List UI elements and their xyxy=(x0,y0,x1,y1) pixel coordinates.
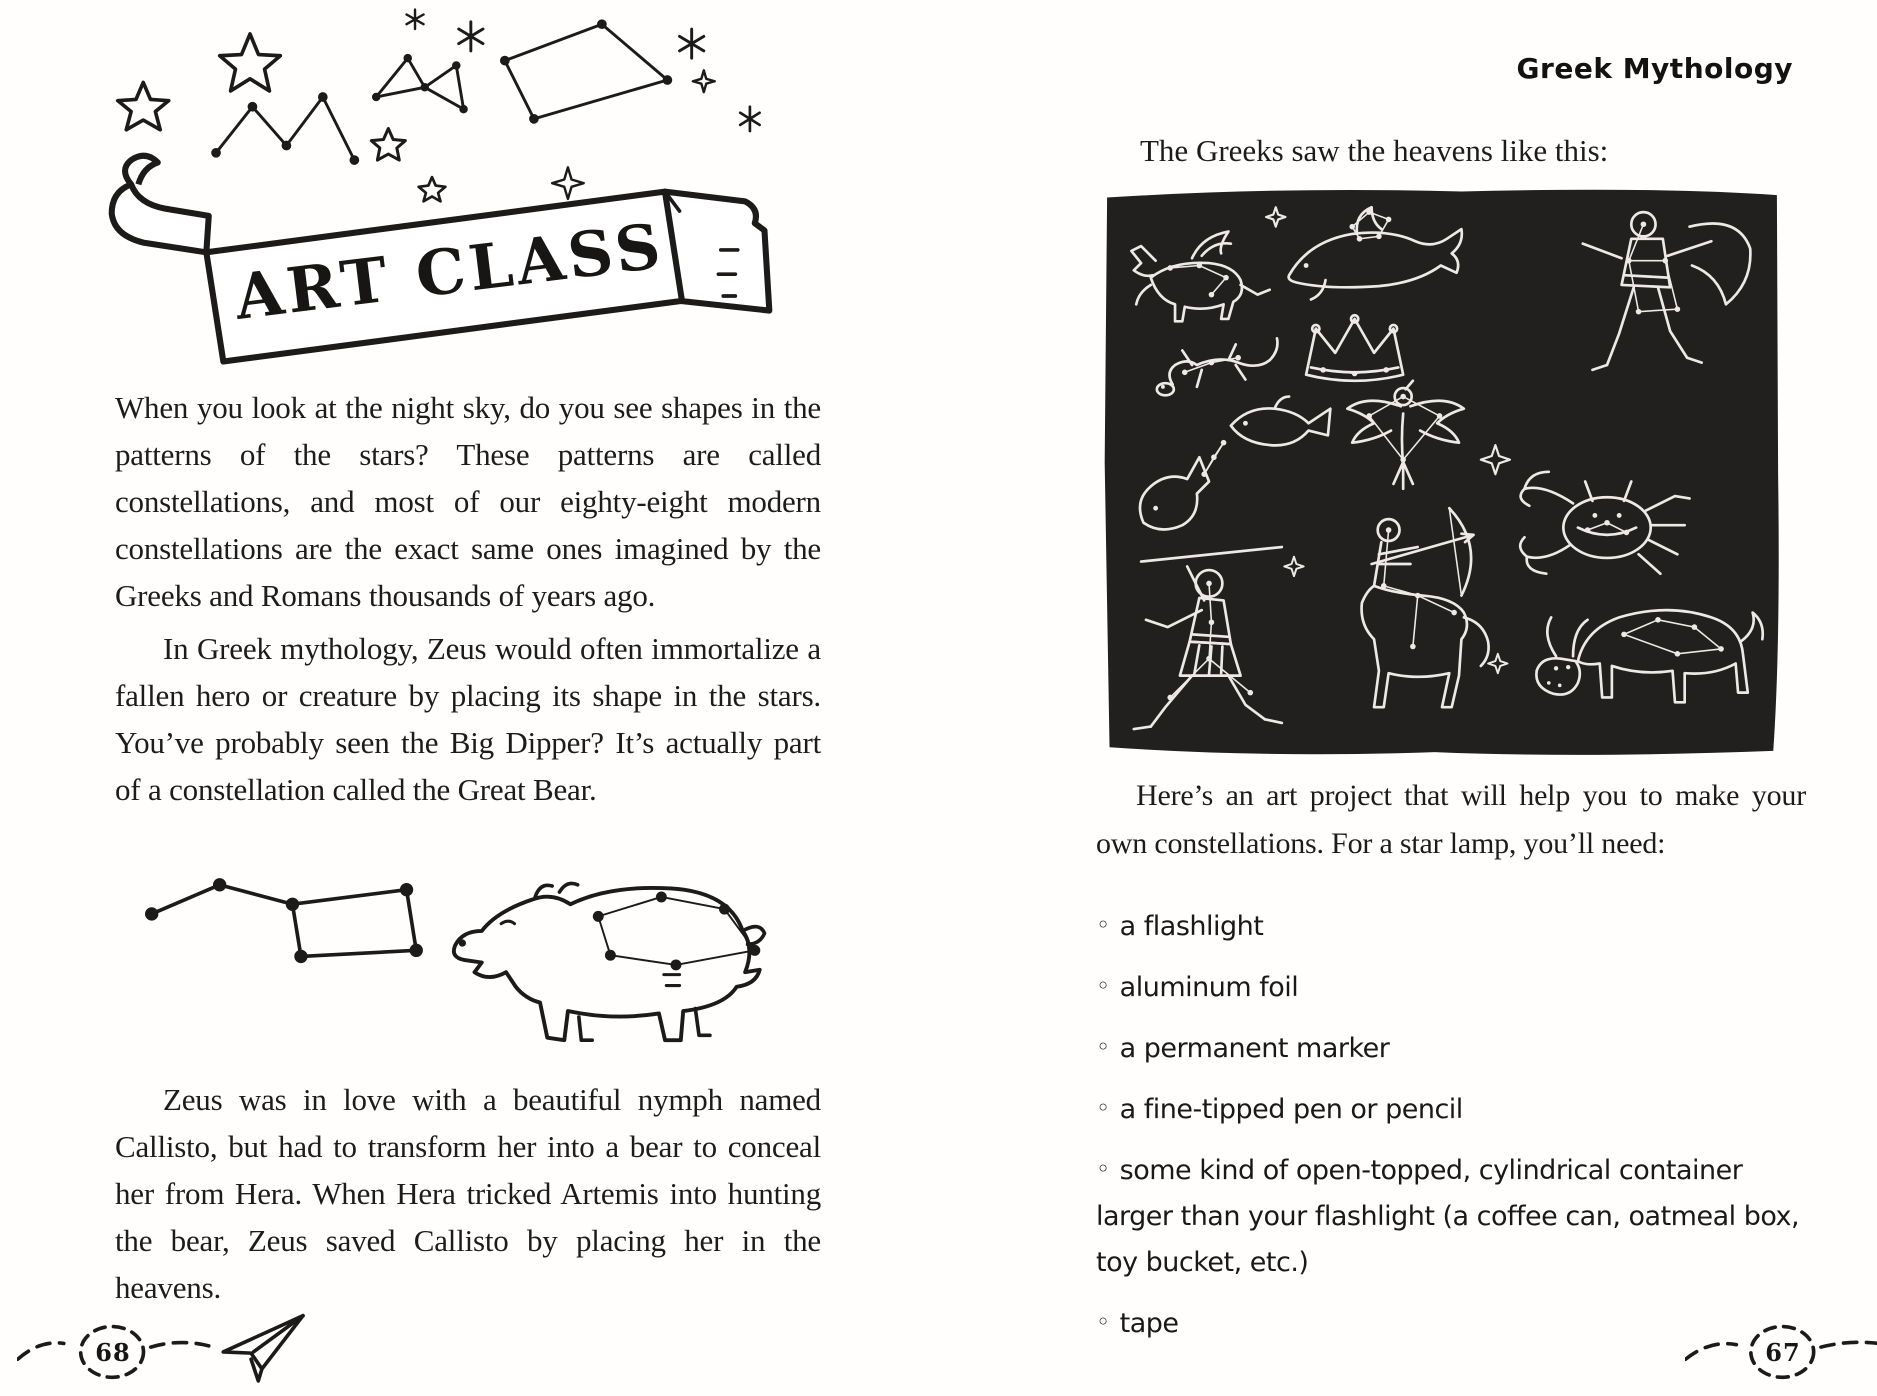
dashed-trail xyxy=(18,1343,64,1359)
asterisk-star-icon xyxy=(740,107,759,131)
sparkle-star-icon xyxy=(693,70,715,92)
intro-sentence: The Greeks saw the heavens like this: xyxy=(1140,133,1609,168)
star-outline-icon xyxy=(118,82,169,129)
page-title: ART CLASS xyxy=(230,208,669,335)
art-class-banner xyxy=(85,7,813,386)
paragraph: Zeus was in love with a beautiful nymph named Callisto, but had to transform her into a bear to conceal her from Hera. When Hera tricked Artemis into hunting the bear, Zeus saved Callisto by placing her in the heavens. xyxy=(115,1082,821,1305)
list-item xyxy=(1096,1026,1808,1072)
bullet-icon: ◦ xyxy=(1096,972,1110,1000)
dashed-trail xyxy=(1686,1344,1737,1359)
big-dipper-bear-illustration xyxy=(115,829,821,1062)
bullet-icon: ◦ xyxy=(1096,1155,1110,1183)
constellation-dots xyxy=(211,19,672,165)
asterisk-star-icon xyxy=(680,29,704,58)
list-item xyxy=(1096,1087,1808,1133)
star-outline-icon xyxy=(419,177,446,201)
supplies-list xyxy=(1096,904,1808,1362)
big-dipper-dots xyxy=(145,878,423,963)
list-item xyxy=(1096,904,1808,950)
constellation-sky-panel xyxy=(1097,183,1787,763)
dashed-trail xyxy=(1821,1342,1877,1351)
paragraph: When you look at the night sky, do you see shapes in the patterns of the stars? These patterns are called constellations, and most of our eighty-eight modern constellations are the exact same ones imagined by the Greeks and Romans thousands of years ago. xyxy=(115,390,821,613)
star-outline-icon xyxy=(371,129,405,161)
supply-text: some kind of open-topped, cylindrical container larger than your flashlight (a coffee can, oatmeal box, toy bucket, etc.) xyxy=(1096,1155,1800,1278)
list-item xyxy=(1096,965,1808,1011)
supply-text: aluminum foil xyxy=(1119,972,1299,1003)
list-item xyxy=(1096,1148,1808,1286)
paragraph: In Greek mythology, Zeus would often immortalize a fallen hero or creature by placing its shape in the stars. You’ve probably seen the Big Dipper? It’s actually part of a constellation called the Great Bear. xyxy=(115,631,821,807)
chapter-header: Greek Mythology xyxy=(1516,52,1793,85)
page-number: 68 xyxy=(95,1338,131,1367)
star-outline-icon xyxy=(220,34,281,91)
dashed-trail xyxy=(151,1343,209,1348)
banner-doodles-illustration xyxy=(85,7,813,386)
asterisk-star-icon xyxy=(407,10,424,29)
left-page-body xyxy=(115,384,821,1311)
page-number: 67 xyxy=(1765,1338,1801,1367)
asterisk-star-icon xyxy=(459,22,483,51)
great-bear-drawing xyxy=(454,883,765,1040)
big-dipper-lines xyxy=(152,885,417,957)
paper-airplane-icon xyxy=(223,1316,303,1381)
project-intro-paragraph: Here’s an art project that will help you to make your own constellations. For a star lamp, you’ll need: xyxy=(1096,779,1806,860)
supply-text: a fine-tipped pen or pencil xyxy=(1119,1094,1463,1125)
bullet-icon: ◦ xyxy=(1096,1094,1110,1122)
quad-constellation-doodle xyxy=(505,24,668,119)
zigzag-constellation-doodle xyxy=(216,97,354,160)
supply-text: a permanent marker xyxy=(1119,1033,1390,1064)
supply-text: tape xyxy=(1119,1308,1179,1339)
supply-text: a flashlight xyxy=(1119,911,1264,942)
left-page-footer xyxy=(17,1306,357,1393)
bullet-icon: ◦ xyxy=(1096,911,1110,939)
sparkle-star-icon xyxy=(552,167,584,199)
bullet-icon: ◦ xyxy=(1096,1033,1110,1061)
triangle-constellation-doodle xyxy=(376,58,463,109)
bullet-icon: ◦ xyxy=(1096,1308,1110,1336)
